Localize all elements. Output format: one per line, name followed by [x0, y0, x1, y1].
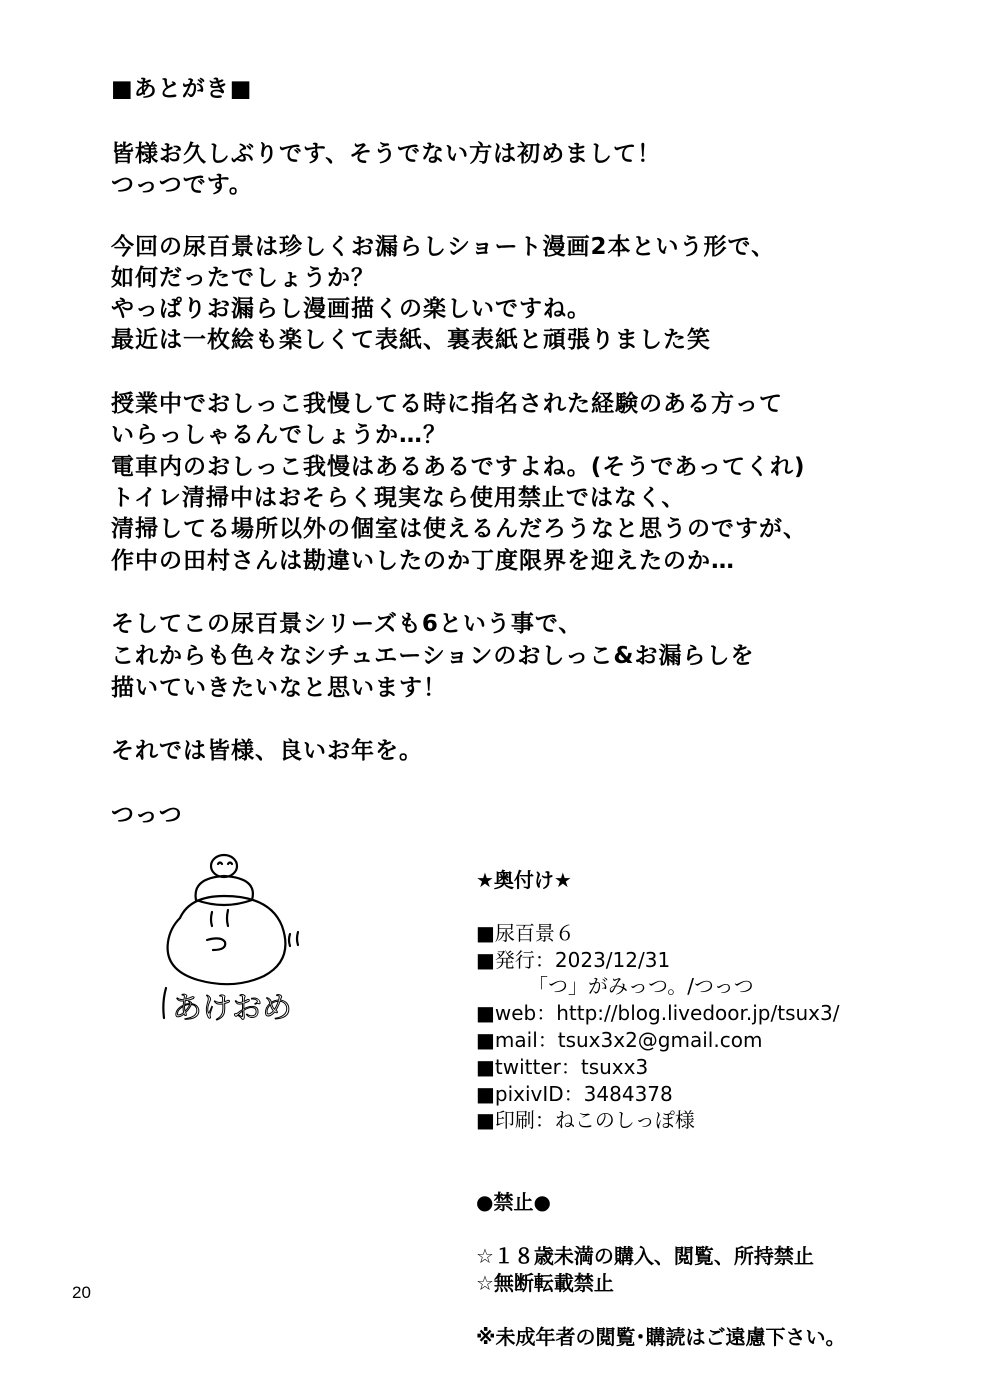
afterword-line: つっつです。 [111, 172, 253, 198]
colophon-circle: 「つ」がみっつ。/つっつ [528, 974, 754, 998]
afterword-line: いらっしゃるんでしょうか…？ [111, 422, 447, 448]
afterword-line: トイレ清掃中はおそらく現実なら使用禁止ではなく、 [111, 485, 686, 511]
afterword-line: 最近は一枚絵も楽しくて表紙、裏表紙と頑張りました笑 [111, 327, 711, 353]
afterword-line: 如何だったでしょうか？ [111, 265, 375, 291]
prohibition-heading: ●禁止● [476, 1190, 551, 1214]
prohibition-notice: ※未成年者の閲覧･購読はご遠慮下さい。 [476, 1325, 846, 1349]
afterword-line: 電車内のおしっこ我慢はあるあるですよね。(そうであってくれ) [111, 454, 806, 480]
afterword-line: 今回の尿百景は珍しくお漏らしショート漫画2本という形で、 [111, 234, 776, 260]
colophon-printer: ■印刷：ねこのしっぽ様 [476, 1108, 695, 1132]
prohibition-item: ☆無断転載禁止 [476, 1271, 614, 1295]
afterword-line: そしてこの尿百景シリーズも6という事で、 [111, 611, 583, 637]
afterword-line: 作中の田村さんは勘違いしたのか丁度限界を迎えたのか… [111, 548, 735, 574]
doodle-illustration [152, 848, 352, 1033]
colophon-heading: ★奥付け★ [476, 868, 572, 892]
colophon-web: ■web：http://blog.livedoor.jp/tsux3/ [476, 1001, 840, 1025]
afterword-line: 授業中でおしっこ我慢してる時に指名された経験のある方って [111, 391, 783, 417]
afterword-line: それでは皆様、良いお年を。 [111, 738, 423, 764]
colophon-pixiv: ■pixivID：3484378 [476, 1082, 673, 1106]
afterword-heading: ■あとがき■ [111, 76, 253, 102]
colophon-issued: ■発行：2023/12/31 [476, 948, 671, 972]
afterword-line: 描いていきたいなと思います！ [111, 675, 447, 701]
colophon-title: ■尿百景６ [476, 921, 575, 945]
afterword-line: 清掃してる場所以外の個室は使えるんだろうなと思うのですが、 [111, 516, 807, 542]
afterword-line: やっぱりお漏らし漫画描くの楽しいですね。 [111, 296, 591, 322]
page-number: 20 [72, 1283, 91, 1302]
colophon-twitter: ■twitter：tsuxx3 [476, 1055, 649, 1079]
colophon-mail: ■mail：tsux3x2@gmail.com [476, 1028, 763, 1052]
afterword-signature: つっつ [111, 802, 183, 828]
afterword-line: 皆様お久しぶりです、そうでない方は初めまして！ [111, 141, 662, 167]
afterword-line: これからも色々なシチュエーションのおしっこ&お漏らしを [111, 643, 755, 669]
prohibition-item: ☆１８歳未満の購入、閲覧、所持禁止 [476, 1244, 814, 1268]
doodle-caption: あけおめ [172, 991, 292, 1026]
